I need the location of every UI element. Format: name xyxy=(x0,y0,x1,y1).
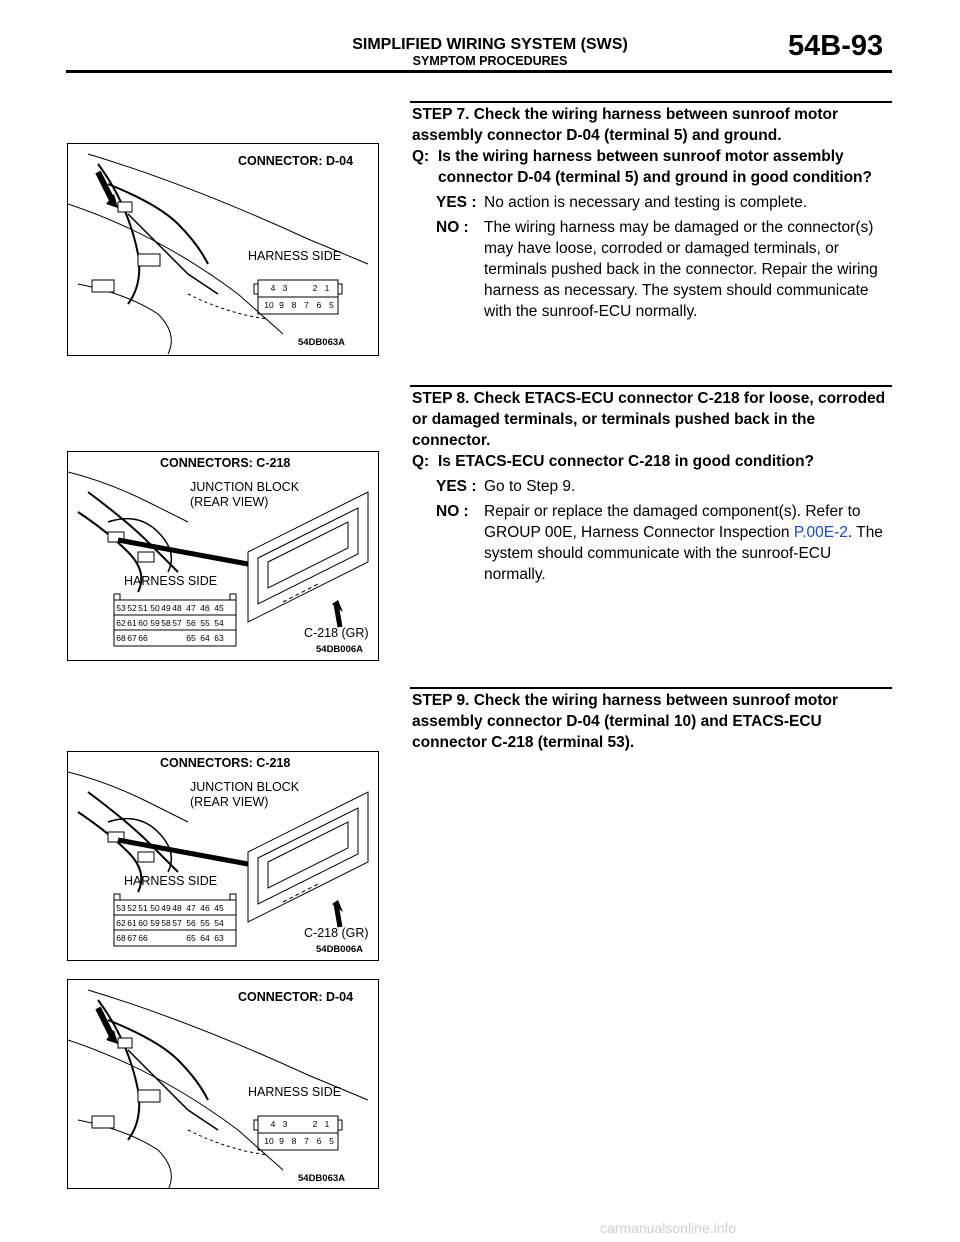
connector-d04-figure xyxy=(67,979,379,1189)
figure-code: 54DB006A xyxy=(316,944,363,955)
pin-label: 6 xyxy=(316,1136,322,1146)
connector-caption: CONNECTOR: D-04 xyxy=(238,154,354,168)
pin-label: 51 xyxy=(138,903,148,913)
pin-label: 68 xyxy=(116,933,126,943)
pin-label: 53 xyxy=(116,603,126,613)
pin-label: 68 xyxy=(116,633,126,643)
pin-label: 49 xyxy=(161,603,171,613)
pin-label: 55 xyxy=(200,918,210,928)
yes-label: YES : xyxy=(436,478,477,495)
pin-label: 59 xyxy=(150,618,160,628)
pin-label: 62 xyxy=(116,918,126,928)
step-8-yes xyxy=(412,476,890,497)
step-8 xyxy=(412,388,890,585)
page-number: 54B-93 xyxy=(788,30,884,62)
connector-caption: CONNECTOR: D-04 xyxy=(238,990,354,1004)
pin-label: 59 xyxy=(150,918,160,928)
connector-id-label: C-218 (GR) xyxy=(304,926,369,940)
pin-label: 64 xyxy=(200,633,210,643)
reference-link[interactable]: P.00E-2 xyxy=(793,524,848,541)
pin-label: 54 xyxy=(214,618,224,628)
step-7-no-text: The wiring harness may be damaged or the connector(s) may have loose, corroded or damaged terminals, or terminals pushed back in the connector. Repair the wiring harness as necessary. The system should communicate with the sunroof-ECU normally. xyxy=(484,219,878,320)
pin-label: 7 xyxy=(304,300,309,310)
step-9 xyxy=(412,690,890,753)
no-label: NO : xyxy=(436,503,469,520)
step-8-question xyxy=(412,451,890,472)
header-rule xyxy=(66,70,892,73)
harness-side-label: HARNESS SIDE xyxy=(248,1085,342,1099)
step-7-yes xyxy=(412,192,890,213)
step-9-rule xyxy=(410,687,892,689)
pin-label: 50 xyxy=(150,903,160,913)
pin-label: 50 xyxy=(150,603,160,613)
step-8-rule xyxy=(410,385,892,387)
question-label: Q: xyxy=(412,453,430,470)
junction-block-label: JUNCTION BLOCK (REAR VIEW) xyxy=(190,780,300,809)
figure-code: 54DB063A xyxy=(298,337,345,348)
connector-caption: CONNECTORS: C-218 xyxy=(160,456,291,470)
step-7-rule xyxy=(410,101,892,103)
pin-label: 66 xyxy=(138,933,148,943)
no-label: NO : xyxy=(436,219,469,236)
harness-side-label: HARNESS SIDE xyxy=(248,249,342,263)
page-header-subtitle: SYMPTOM PROCEDURES xyxy=(412,54,568,68)
pin-label: 46 xyxy=(200,903,210,913)
pin-label: 61 xyxy=(127,618,137,628)
pin-label: 67 xyxy=(127,933,137,943)
pin-label: 63 xyxy=(214,633,224,643)
yes-label: YES : xyxy=(436,194,477,211)
connector-c218-figure xyxy=(67,451,379,661)
pin-label: 9 xyxy=(279,300,284,310)
pin-label: 1 xyxy=(324,1119,330,1129)
pin-label: 61 xyxy=(127,918,137,928)
pin-label: 3 xyxy=(282,1119,288,1129)
connector-c218-figure xyxy=(67,751,379,961)
pin-label: 53 xyxy=(116,903,126,913)
pin-label: 47 xyxy=(186,603,196,613)
pin-label: 58 xyxy=(161,618,171,628)
pin-label: 51 xyxy=(138,603,148,613)
pin-label: 62 xyxy=(116,618,126,628)
pin-label: 56 xyxy=(186,918,196,928)
step-8-no-text-after: . The system should communicate with the sunroof-ECU normally. xyxy=(484,524,883,583)
step-7-question xyxy=(412,146,890,188)
pin-label: 9 xyxy=(279,1136,284,1146)
pin-label: 10 xyxy=(264,1136,274,1146)
pin-label: 2 xyxy=(312,283,318,293)
pin-label: 65 xyxy=(186,933,196,943)
pin-label: 63 xyxy=(214,933,224,943)
pin-label: 45 xyxy=(214,903,224,913)
pin-label: 4 xyxy=(270,1119,276,1129)
pin-label: 65 xyxy=(186,633,196,643)
pin-label: 52 xyxy=(127,603,137,613)
pin-label: 8 xyxy=(291,1136,297,1146)
pin-label: 3 xyxy=(282,283,288,293)
connector-caption: CONNECTORS: C-218 xyxy=(160,756,291,770)
pin-label: 5 xyxy=(329,1136,334,1146)
harness-side-label: HARNESS SIDE xyxy=(124,574,218,588)
pin-label: 60 xyxy=(138,618,148,628)
harness-side-label: HARNESS SIDE xyxy=(124,874,218,888)
pin-label: 54 xyxy=(214,918,224,928)
pin-label: 5 xyxy=(329,300,334,310)
pin-label: 6 xyxy=(316,300,322,310)
step-8-title: STEP 8. Check ETACS-ECU connector C-218 for loose, corroded or damaged terminals, or terminals pushed back in the connector. xyxy=(412,390,886,449)
watermark: carmanualsonline.info xyxy=(600,1220,737,1236)
pin-label: 48 xyxy=(172,603,182,613)
pin-label: 67 xyxy=(127,633,137,643)
pin-label: 10 xyxy=(264,300,274,310)
step-7-title: STEP 7. Check the wiring harness between sunroof motor assembly connector D-04 (terminal 5) and ground. xyxy=(412,106,839,144)
pin-label: 56 xyxy=(186,618,196,628)
pin-label: 60 xyxy=(138,918,148,928)
pin-label: 7 xyxy=(304,1136,309,1146)
step-9-title: STEP 9. Check the wiring harness between sunroof motor assembly connector D-04 (terminal 10) and ETACS-ECU connector C-218 (terminal 53). xyxy=(412,692,839,751)
step-8-question-text: Is ETACS-ECU connector C-218 in good condition? xyxy=(438,453,815,470)
figure-code: 54DB006A xyxy=(316,644,363,655)
pin-label: 52 xyxy=(127,903,137,913)
pin-label: 64 xyxy=(200,933,210,943)
pin-label: 49 xyxy=(161,903,171,913)
step-8-yes-text: Go to Step 9. xyxy=(484,478,576,495)
step-7 xyxy=(412,104,890,322)
pin-label: 1 xyxy=(324,283,330,293)
pin-label: 58 xyxy=(161,918,171,928)
pin-label: 4 xyxy=(270,283,276,293)
step-7-no xyxy=(412,217,890,322)
step-8-no-text: Repair or replace the damaged component(s). Refer to GROUP 00E, Harness Connector Inspection xyxy=(484,503,861,541)
pin-label: 48 xyxy=(172,903,182,913)
pin-label: 45 xyxy=(214,603,224,613)
step-7-question-text: Is the wiring harness between sunroof motor assembly connector D-04 (terminal 5) and ground in good condition? xyxy=(438,148,872,186)
connector-d04-figure xyxy=(67,143,379,356)
page-header-title: SIMPLIFIED WIRING SYSTEM (SWS) xyxy=(352,36,628,53)
pin-label: 57 xyxy=(172,918,182,928)
pin-label: 66 xyxy=(138,633,148,643)
pin-label: 2 xyxy=(312,1119,318,1129)
step-8-no xyxy=(412,501,890,585)
pin-label: 57 xyxy=(172,618,182,628)
pin-label: 55 xyxy=(200,618,210,628)
step-7-yes-text: No action is necessary and testing is complete. xyxy=(484,194,808,211)
pin-label: 46 xyxy=(200,603,210,613)
figure-code: 54DB063A xyxy=(298,1173,345,1184)
question-label: Q: xyxy=(412,148,430,165)
pin-label: 8 xyxy=(291,300,297,310)
connector-id-label: C-218 (GR) xyxy=(304,626,369,640)
junction-block-label: JUNCTION BLOCK (REAR VIEW) xyxy=(190,480,300,509)
pin-label: 47 xyxy=(186,903,196,913)
